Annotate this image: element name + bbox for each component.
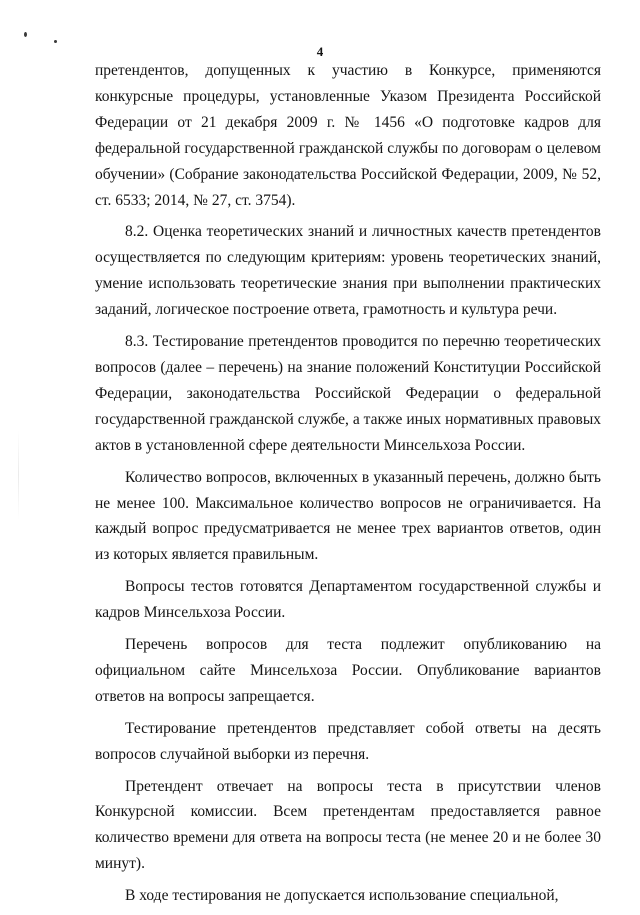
document-body — [95, 58, 601, 915]
scan-speck — [54, 40, 57, 43]
scan-speck — [24, 32, 27, 37]
paragraph-continuation: претендентов, допущенных к участию в Конкурсе, применяются конкурсные процедуры, установленные Указом Президента Российской Федерации от 21 декабря 2009 г. № 1456 «О подготовке кадров для федеральной государственной гражданской службы по договорам о целевом обучении» (Собрание законодательства Российской Федерации, 2009, № 52, ст. 6533; 2014, № 27, ст. 3754). — [95, 62, 601, 209]
paragraph-test-format: Тестирование претендентов представляет собой ответы на десять вопросов случайной выборки из перечня. — [95, 719, 601, 763]
paragraph-test-conditions: Претендент отвечает на вопросы теста в присутствии членов Конкурсной комиссии. Всем претендентам предоставляется равное количество времени для ответа на вопросы теста (не менее 20 и не более 30 минут). — [95, 777, 601, 873]
paragraph-restrictions: В ходе тестирования не допускается использование специальной, — [125, 887, 559, 905]
page-number: 4 — [316, 44, 324, 59]
paragraph-question-count: Количество вопросов, включенных в указанный перечень, должно быть не менее 100. Максимальное количество вопросов не ограничивается. На каждый вопрос предусматривается не менее трех вариантов ответов, один из которых является правильным. — [95, 468, 601, 564]
scan-shadow — [18, 430, 19, 520]
paragraph-publication: Перечень вопросов для теста подлежит опубликованию на официальном сайте Минсельхоза России. Опубликование вариантов ответов на вопросы запрещается. — [95, 636, 601, 705]
paragraph-8-2: 8.2. Оценка теоретических знаний и личностных качеств претендентов осуществляется по следующим критериям: уровень теоретических знаний, умение использовать теоретические знания при выполнении практических заданий, логическое построение ответа, грамотность и культура речи. — [95, 223, 601, 319]
paragraph-8-3: 8.3. Тестирование претендентов проводится по перечню теоретических вопросов (далее – перечень) на знание положений Конституции Российской Федерации, законодательства Российской Федерации о федеральной государственной гражданской службе, а также иных нормативных правовых актов в установленной сфере деятельности Минсельхоза России. — [95, 333, 601, 454]
paragraph-question-preparation: Вопросы тестов готовятся Департаментом государственной службы и кадров Минсельхоза России. — [95, 578, 601, 622]
